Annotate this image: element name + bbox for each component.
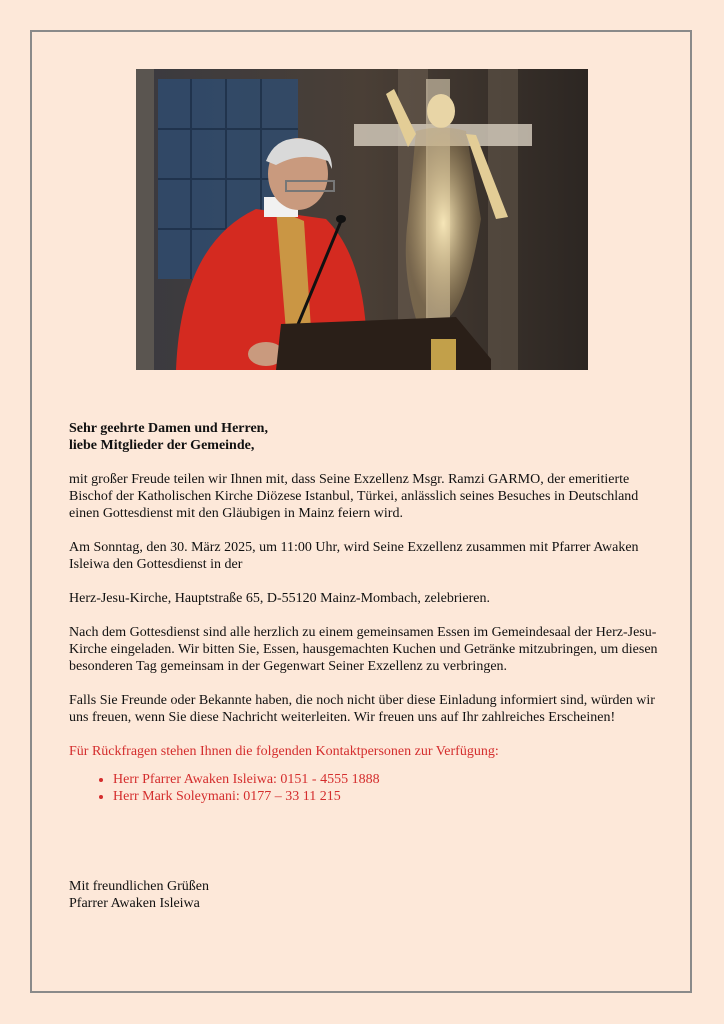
closing-signature: Pfarrer Awaken Isleiwa — [69, 896, 200, 911]
closing — [69, 878, 209, 912]
bishop-photo — [136, 69, 588, 370]
salutation-line-2: liebe Mitglieder der Gemeinde, — [69, 438, 255, 453]
paragraph-date-time: Am Sonntag, den 30. März 2025, um 11:00 Uhr, wird Seine Exzellenz zusammen mit Pfarrer Awaken Isleiwa den Gottesdienst in der — [69, 540, 639, 572]
paragraph-announcement: mit großer Freude teilen wir Ihnen mit, dass Seine Exzellenz Msgr. Ramzi GARMO, der emeritierte Bischof der Katholischen Kirche Diözese Istanbul, Türkei, anlässlich seines Besuches in Deutschland einen Gottesdienst mit den Gläubigen in Mainz feiern wird. — [69, 472, 639, 521]
contact-item-soleymani: • Herr Mark Soleymani: 0177 – 33 11 215 — [113, 788, 669, 805]
closing-greeting: Mit freundlichen Grüßen — [69, 879, 209, 894]
paragraph-location: Herz-Jesu-Kirche, Hauptstraße 65, D-55120 Mainz-Mombach, zelebrieren. — [69, 591, 491, 606]
salutation — [69, 420, 669, 454]
contacts-list — [69, 771, 669, 805]
salutation-line-1: Sehr geehrte Damen und Herren, — [69, 421, 268, 436]
paragraph-meal-invitation: Nach dem Gottesdienst sind alle herzlich zu einem gemeinsamen Essen im Gemeindesaal der Herz-Jesu-Kirche eingeladen. Wir bitten Sie, Essen, hausgemachten Kuchen und Getränke mitzubringen, um diesen besonderen Tag gemeinsam in der Gegenwart Seiner Exzellenz zu verbringen. — [69, 625, 658, 674]
letter-body — [69, 420, 669, 805]
contacts-intro: Für Rückfragen stehen Ihnen die folgenden Kontaktpersonen zur Verfügung: — [69, 744, 499, 759]
paragraph-forward-request: Falls Sie Freunde oder Bekannte haben, die noch nicht über diese Einladung informiert sind, würden wir uns freuen, wenn Sie diese Nachricht weiterleiten. Wir freuen uns auf Ihr zahlreiches Erscheinen! — [69, 693, 655, 725]
contact-item-isleiwa: • Herr Pfarrer Awaken Isleiwa: 0151 - 4555 1888 — [113, 771, 669, 788]
